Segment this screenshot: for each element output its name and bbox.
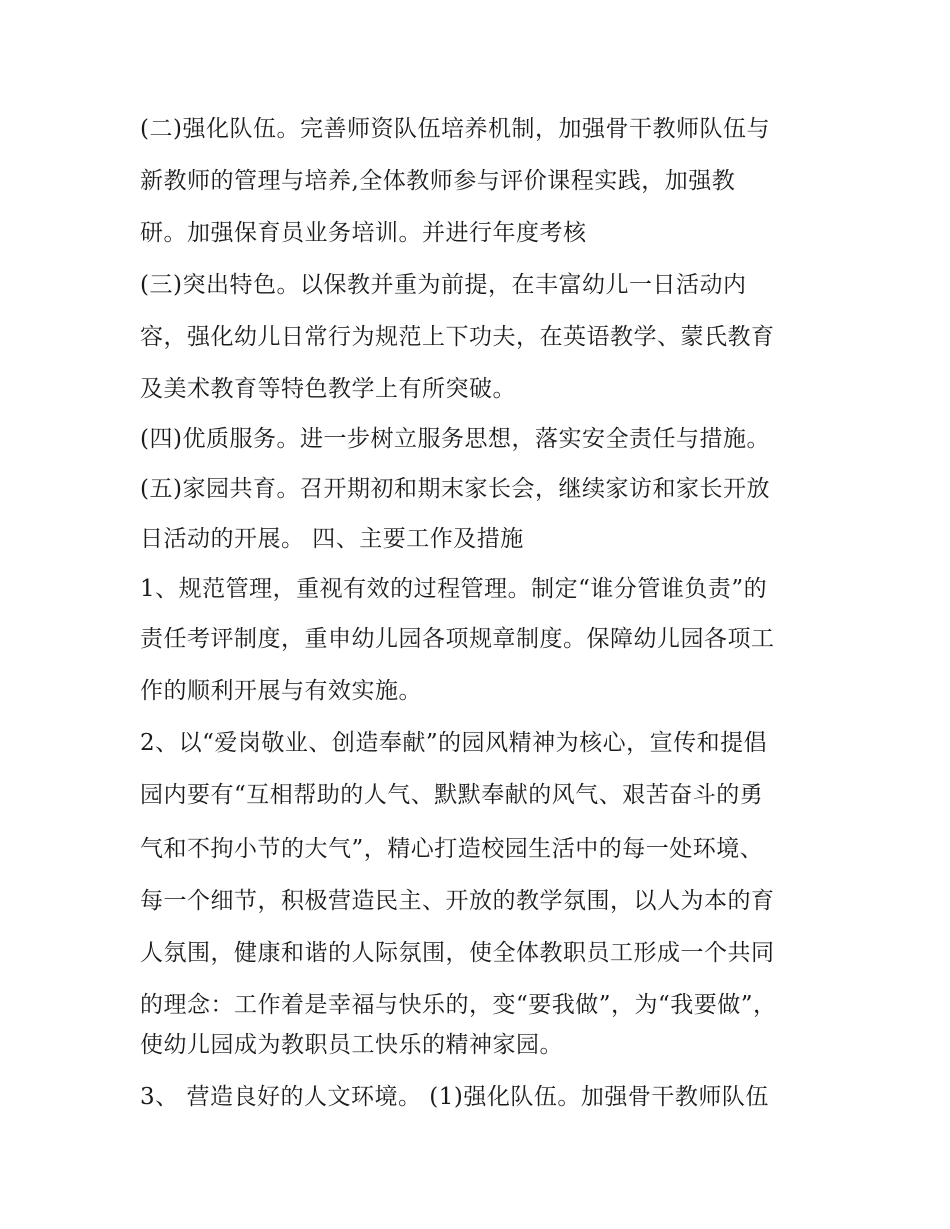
text-line: (五)家园共育。召开期初和期末家长会，继续家访和家长开放 [140, 476, 770, 502]
text-line: (四)优质服务。进一步树立服务思想，落实安全责任与措施。 [140, 426, 770, 452]
text-line: 3、 营造良好的人文环境。 (1)强化队伍。加强骨干教师队伍 [140, 1084, 769, 1110]
text-line: 2、以“爱岗敬业、创造奉献”的园风精神为核心，宣传和提倡 [140, 730, 768, 756]
text-line: 容，强化幼儿日常行为规范上下功夫，在英语教学、蒙氏教育 [140, 324, 775, 350]
text-line: 园内要有“互相帮助的人气、默默奉献的风气、艰苦奋斗的勇 [140, 782, 764, 808]
text-line: 的理念：工作着是幸福与快乐的，变“要我做”，为“我要做”， [140, 992, 777, 1018]
text-line: 气和不拘小节的大气”，精心打造校园生活中的每一处环境、 [140, 836, 764, 862]
text-line: (二)强化队伍。完善师资队伍培养机制，加强骨干教师队伍与 [140, 116, 770, 142]
text-line: 及美术教育等特色教学上有所突破。 [140, 376, 516, 402]
text-line: 每一个细节，积极营造民主、开放的教学氛围，以人为本的育 [140, 888, 775, 914]
text-line: 新教师的管理与培养,全体教师参与评价课程实践，加强教 [140, 168, 736, 194]
text-line: 作的顺利开展与有效实施。 [140, 678, 422, 704]
text-line: 人氛围，健康和谐的人际氛围，使全体教职员工形成一个共同 [140, 940, 775, 966]
text-line: 日活动的开展。 四、主要工作及措施 [140, 526, 524, 552]
text-line: 责任考评制度，重申幼儿园各项规章制度。保障幼儿园各项工 [140, 626, 775, 652]
text-line: 研。加强保育员业务培训。并进行年度考核 [140, 220, 587, 246]
text-line: (三)突出特色。以保教并重为前提，在丰富幼儿一日活动内 [140, 272, 747, 298]
text-line: 使幼儿园成为教职员工快乐的精神家园。 [140, 1032, 563, 1058]
text-line: 1、规范管理，重视有效的过程管理。制定“谁分管谁负责”的 [140, 576, 768, 602]
